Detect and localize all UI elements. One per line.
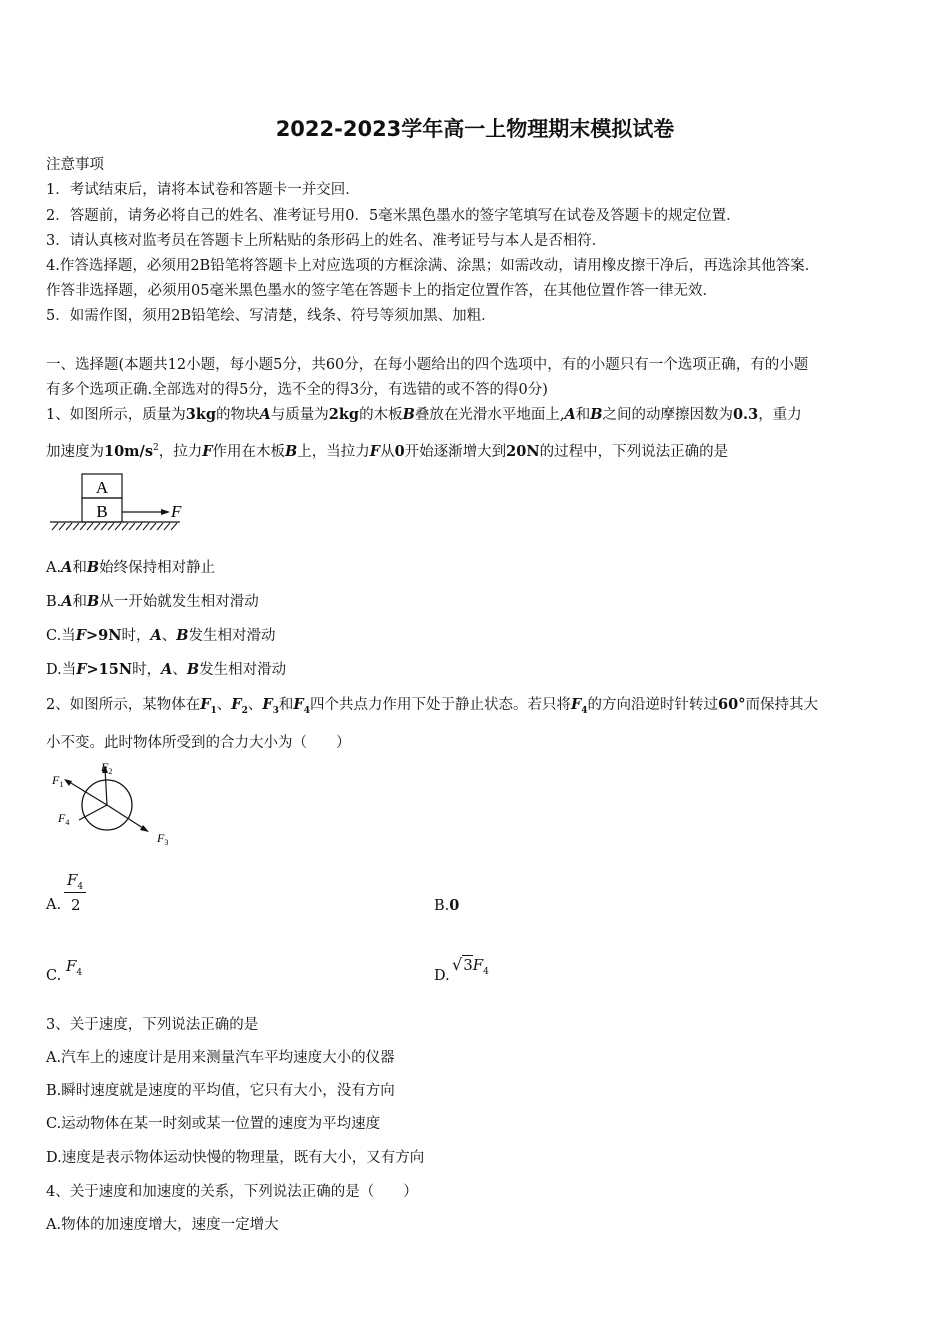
f3-arrowhead (140, 825, 149, 832)
f1-label: $F_1$ (52, 773, 64, 789)
ground-hatching (52, 523, 177, 530)
f2-label: $F_2$ (101, 760, 113, 776)
notice-item: 3．请认真核对监考员在答题卡上所粘贴的条形码上的姓名、准考证号与本人是否相符． (46, 233, 607, 249)
block-a-label: A (95, 478, 109, 497)
notice-item: 1．考试结束后，请将本试卷和答题卡一并交回． (46, 182, 360, 198)
f3-vector (107, 805, 146, 830)
page-title: 2022-2023学年高一上物理期末模拟试卷 (275, 117, 675, 141)
notice-heading: 注意事项 (46, 157, 104, 173)
q4-stem: 4、关于速度和加速度的关系，下列说法正确的是（ ） (46, 1184, 418, 1200)
notice-item: 5．如需作图，须用2B铅笔绘、写清楚，线条、符号等须加黑、加粗． (46, 308, 496, 324)
q1-option-d: D.当F>15N时，A、B发生相对滑动 (46, 661, 287, 678)
q3-option-b: B.瞬时速度就是速度的平均值，它只有大小，没有方向 (46, 1083, 395, 1099)
section-heading: 一、选择题(本题共12小题，每小题5分，共60分，在每小题给出的四个选项中，有的小题只有一个选项正确，有的小题 (46, 357, 809, 373)
q2-option-c-label: C. (46, 968, 62, 984)
q2-option-a-numerator: $F_4$ (67, 871, 84, 892)
q2-option-a-denominator: 2 (71, 896, 81, 914)
section-heading-cont: 有多个选项正确.全部选对的得5分，选不全的得3分，有选错的或不答的得0分) (46, 382, 548, 398)
q2-option-a-fraction-bar (64, 892, 86, 893)
q1-stem-line1: 1、如图所示，质量为3kg的物块A与质量为2kg的木板B叠放在光滑水平地面上,A和B之间的动摩擦因数为0.3，重力 (46, 406, 802, 423)
q2-stem-line2: 小不变。此时物体所受到的合力大小为（ ） (46, 735, 351, 751)
q2-option-b: B.0 (434, 897, 460, 914)
f1-vector (66, 780, 107, 805)
force-arrow-head (161, 509, 170, 515)
notice-item: 作答非选择题，必须用05毫米黑色墨水的签字笔在答题卡上的指定位置作答，在其他位置作答一律无效． (46, 283, 717, 299)
forces-figure (46, 760, 181, 852)
q1-option-a: A.A和B始终保持相对静止 (46, 559, 216, 576)
q4-option-a: A.物体的加速度增大，速度一定增大 (46, 1217, 279, 1233)
q1-option-c: C.当F>9N时，A、B发生相对滑动 (46, 627, 276, 644)
q2-option-c-value: $F_4$ (66, 957, 83, 978)
block-b-label: B (96, 502, 108, 521)
q3-option-a: A.汽车上的速度计是用来测量汽车平均速度大小的仪器 (46, 1050, 395, 1066)
force-label: F (171, 502, 182, 521)
q3-stem: 3、关于速度，下列说法正确的是 (46, 1017, 259, 1033)
q2-option-d-label: D. (434, 968, 450, 984)
notice-item: 4.作答选择题，必须用2B铅笔将答题卡上对应选项的方框涂满、涂黑；如需改动，请用橡皮擦干净后，再选涂其他答案． (46, 258, 820, 274)
f1-arrowhead (64, 779, 72, 786)
f3-label: $F_3$ (157, 831, 169, 847)
q3-option-d: D.速度是表示物体运动快慢的物理量，既有大小，又有方向 (46, 1150, 425, 1166)
blocks-figure (46, 472, 191, 534)
q3-option-c: C.运动物体在某一时刻或某一位置的速度为平均速度 (46, 1116, 381, 1132)
sqrt-icon: √ (452, 955, 463, 974)
q2-option-d-value: $√3F_4$ (452, 955, 489, 977)
f4-label: $F_4$ (58, 811, 70, 827)
q2-stem-line1: 2、如图所示，某物体在$F_1$、$F_2$、$F_3$和$F_4$四个共点力作用下处于静止状态。若只将$F_4$的方向沿逆时针转过60°而保持其大 (46, 696, 818, 716)
q2-option-a-label: A. (46, 897, 62, 913)
notice-item: 2．答题前，请务必将自己的姓名、准考证号用0．5毫米黑色墨水的签字笔填写在试卷及答题卡的规定位置． (46, 208, 741, 224)
q1-stem-line2: 加速度为$10m/s^2$，拉力F作用在木板B上，当拉力F从0开始逐渐增大到20N的过程中，下列说法正确的是 (46, 443, 729, 460)
q1-option-b: B.A和B从一开始就发生相对滑动 (46, 593, 259, 610)
